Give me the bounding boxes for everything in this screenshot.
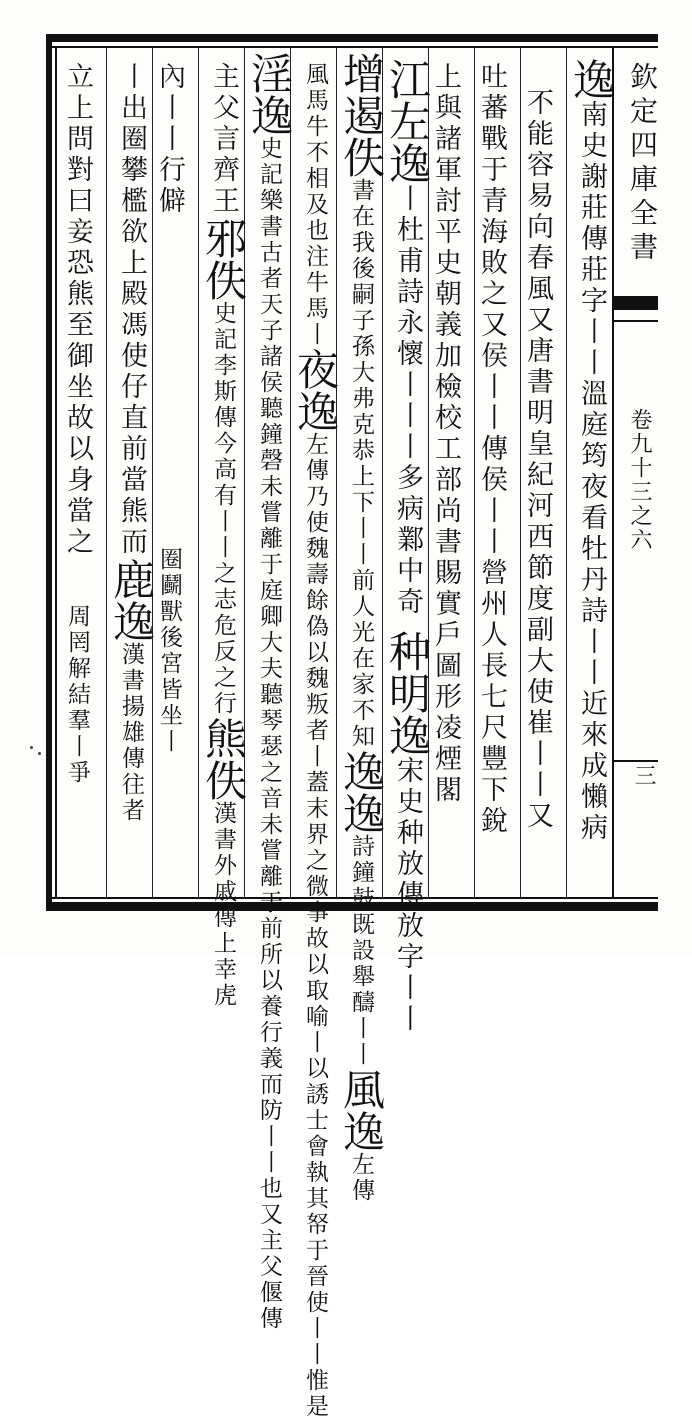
- ink-speck: [38, 752, 41, 755]
- entry-text: 風馬牛不相及也注牛馬丨: [302, 62, 328, 348]
- text-column-5: [383, 58, 432, 1035]
- entry-headword: 增遏佚: [337, 52, 386, 178]
- column-rule: [520, 48, 521, 897]
- entry-headword: 風逸: [337, 1068, 386, 1152]
- entry-headword: 种明逸: [383, 630, 432, 756]
- entry-headword: 鹿逸: [107, 558, 156, 642]
- entry-text: 不能容易向春風又唐書明皇紀河西節度副大使崔丨丨又: [522, 88, 553, 832]
- volume-label: 卷九十三之六: [627, 408, 652, 552]
- entry-text: 丨出圈攀檻欲上殿馮使仔直前當熊而: [116, 62, 147, 558]
- entry-text: 書在我後嗣子孫大弗克恭上下丨丨前人光在家不知: [348, 178, 374, 750]
- text-column-1: [567, 58, 616, 844]
- entry-text: 漢書外戚傳上幸虎: [210, 801, 236, 1009]
- frame-left-inner-border: [55, 46, 57, 899]
- text-column-9: [199, 62, 248, 1009]
- entry-text: 左傳: [348, 1152, 374, 1204]
- margin-rule: [612, 320, 658, 322]
- entry-text: 宋史种放傳放字丨丨: [392, 756, 423, 1035]
- entry-text: 丨杜甫詩永懷丨丨丨多病鄴中奇: [392, 184, 423, 618]
- entry-headword: 邪佚: [199, 217, 248, 301]
- entry-text: 史記樂書古者天子諸侯聽鐘磬未嘗離于庭卿大夫聽琴瑟之音未嘗離于前所以養行義而防丨丨也又主父偃傳: [256, 136, 282, 1332]
- frame-left-border: [46, 34, 52, 911]
- entry-text: 南史謝莊傳莊字丨丨溫庭筠夜看牡丹詩丨丨近來成懶病: [576, 100, 607, 844]
- collection-title: 欽定四庫全書: [626, 62, 659, 266]
- entry-text: 詩鐘鼓既設舉醻丨丨: [348, 834, 374, 1068]
- text-column-4: [432, 62, 459, 806]
- entry-headword: 逸逸: [337, 750, 386, 834]
- text-column-8: [245, 52, 294, 1332]
- margin-rule: [612, 760, 658, 762]
- text-column-3: [478, 62, 505, 837]
- fishtail-mark: [612, 296, 658, 310]
- ink-speck: [30, 746, 33, 749]
- column-rule: [474, 48, 475, 897]
- column-rule: [106, 48, 107, 897]
- entry-headword: 逸: [567, 58, 616, 100]
- entry-headword: 夜逸: [291, 348, 340, 432]
- page-margin-column: [612, 48, 658, 897]
- column-rule: [290, 48, 291, 897]
- column-rule: [566, 48, 567, 897]
- entry-text: 周罔解結羣丨爭: [64, 604, 90, 786]
- text-column-12: [64, 62, 91, 786]
- entry-text: 立上問對曰妾恐熊至御坐故以身當之: [62, 62, 93, 558]
- text-column-7: [291, 62, 340, 1420]
- entry-text: 惟是: [302, 1368, 328, 1420]
- frame-top-border: [46, 34, 658, 42]
- entry-text: 上與諸軍討平史朝義加檢校工部尚書賜實戶圖形凌煙閣: [430, 62, 461, 806]
- entry-text: 左傳乃使魏壽餘偽以魏叛者丨蓋末界之微事故以取喻丨以誘士會執其帑于晉使丨丨: [302, 432, 328, 1368]
- entry-headword: 熊佚: [199, 717, 248, 801]
- entry-text: 史記李斯傳今高有丨丨之志危反之行: [210, 301, 236, 717]
- entry-text: 吐蕃戰于青海敗之又侯丨丨傳侯丨丨營州人長七尺豐下銳: [476, 62, 507, 837]
- entry-text: 主父言齊王: [208, 62, 239, 217]
- text-column-6: [337, 52, 386, 1204]
- entry-text: 圈鬬獸後宮皆坐丨: [156, 547, 182, 755]
- column-rule: [152, 48, 153, 897]
- text-column-2: [524, 88, 551, 832]
- entry-headword: 江左逸: [383, 58, 432, 184]
- entry-text: 內丨丨行僻: [154, 62, 185, 217]
- entry-headword: 淫逸: [245, 52, 294, 136]
- entry-text: 漢書揚雄傳往者: [118, 642, 144, 824]
- text-column-11: [107, 62, 156, 824]
- text-column-10: [156, 62, 183, 755]
- page-number: 三: [631, 764, 656, 786]
